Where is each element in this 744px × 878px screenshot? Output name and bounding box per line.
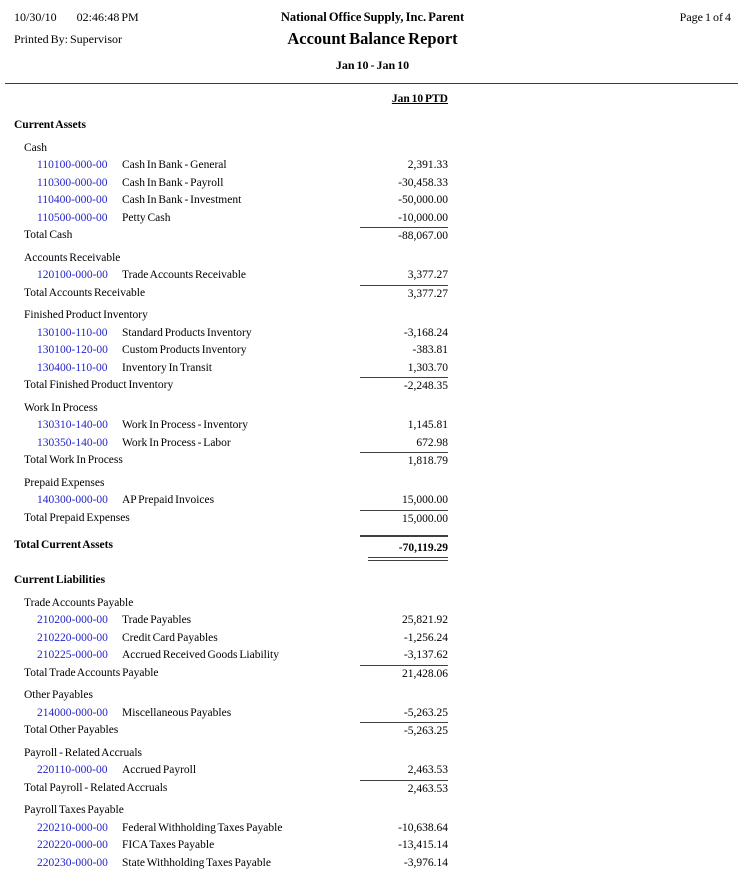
- account-amount: -10,638.64: [398, 821, 448, 834]
- account-name: Miscellaneous Payables: [122, 706, 232, 719]
- double-rule-lines: [368, 557, 448, 561]
- account-row: [14, 612, 731, 630]
- account-name: Petty Cash: [122, 211, 171, 224]
- account-number-link[interactable]: 130350-140-00: [37, 436, 108, 449]
- group-header-label: Cash: [24, 141, 47, 154]
- group-total-row: [14, 227, 731, 245]
- report-body: [14, 117, 731, 872]
- group-total-row: [14, 780, 731, 798]
- account-row: [14, 705, 731, 723]
- account-amount: 2,463.53: [407, 764, 448, 776]
- account-row: [14, 175, 731, 193]
- account-amount: 1,303.70: [407, 361, 448, 374]
- account-name: Inventory In Transit: [122, 361, 212, 374]
- group-total-row: [14, 285, 731, 303]
- column-header-row: [14, 93, 731, 109]
- account-name: AP Prepaid Invoices: [122, 494, 215, 506]
- group-total-row: [14, 452, 731, 470]
- account-row: [14, 267, 731, 285]
- account-amount: -30,458.33: [398, 176, 448, 189]
- group-total-label: Total Prepaid Expenses: [24, 511, 130, 524]
- account-row: [14, 820, 731, 838]
- group-header: [14, 802, 731, 820]
- group-total-amount: 1,818.79: [360, 452, 448, 471]
- account-amount: 3,377.27: [407, 269, 448, 281]
- account-name: Cash In Bank - Payroll: [122, 176, 224, 189]
- group-header-label: Work In Process: [24, 401, 98, 414]
- group-total-row: [14, 722, 731, 740]
- account-number-link[interactable]: 110500-000-00: [37, 211, 108, 224]
- header-center: [281, 10, 464, 48]
- account-number-link[interactable]: 210225-000-00: [37, 649, 108, 661]
- amount-column-header: Jan 10 PTD: [391, 93, 448, 105]
- account-row: [14, 325, 731, 343]
- report-header: [14, 10, 731, 48]
- account-number-link[interactable]: 110300-000-00: [37, 176, 108, 189]
- group-total-row: [14, 377, 731, 395]
- group-header-label: Prepaid Expenses: [24, 476, 105, 489]
- account-number-link[interactable]: 214000-000-00: [37, 706, 108, 719]
- group-header: [14, 400, 731, 418]
- account-name: Standard Products Inventory: [122, 326, 252, 339]
- group-header-label: Trade Accounts Payable: [24, 596, 134, 609]
- group-total-label: Total Work In Process: [24, 454, 123, 466]
- group-total-label: Total Other Payables: [24, 724, 119, 736]
- account-row: [14, 647, 731, 665]
- account-name: FICA Taxes Payable: [122, 839, 215, 851]
- page-number: Page 1 of 4: [679, 10, 731, 24]
- account-amount: -10,000.00: [398, 211, 448, 224]
- account-amount: -50,000.00: [398, 194, 448, 206]
- account-row: [14, 360, 731, 378]
- account-name: Federal Withholding Taxes Payable: [122, 821, 283, 834]
- grand-total-double-rule: [14, 555, 731, 564]
- grand-total-label: Total Current Assets: [14, 539, 113, 551]
- account-number-link[interactable]: 130100-110-00: [37, 326, 108, 339]
- group-total-row: [14, 665, 731, 683]
- account-number-link[interactable]: 140300-000-00: [37, 494, 108, 506]
- account-row: [14, 435, 731, 453]
- account-row: [14, 210, 731, 228]
- account-amount: -5,263.25: [403, 706, 448, 719]
- account-number-link[interactable]: 130100-120-00: [37, 344, 108, 356]
- section-header: [14, 572, 731, 590]
- group-total-amount: -88,067.00: [360, 227, 448, 246]
- group-total-label: Total Cash: [24, 229, 73, 241]
- group-total-amount: 21,428.06: [360, 665, 448, 684]
- account-row: [14, 157, 731, 175]
- account-number-link[interactable]: 210220-000-00: [37, 631, 108, 644]
- account-name: Custom Products Inventory: [122, 344, 247, 356]
- group-header: [14, 307, 731, 325]
- report-title: Account Balance Report: [287, 29, 458, 48]
- group-header-label: Payroll - Related Accruals: [24, 746, 143, 759]
- group-total-amount: 2,463.53: [360, 780, 448, 799]
- print-time: 02:46:48 PM: [76, 10, 139, 24]
- account-row: [14, 342, 731, 360]
- grand-total-amount: -70,119.29: [360, 535, 448, 558]
- account-amount: -3,137.62: [403, 649, 448, 661]
- account-number-link[interactable]: 110400-000-00: [37, 194, 108, 206]
- account-number-link[interactable]: 210200-000-00: [37, 614, 108, 626]
- group-header-label: Finished Product Inventory: [24, 309, 148, 321]
- group-total-label: Total Payroll - Related Accruals: [24, 781, 168, 794]
- account-name: State Withholding Taxes Payable: [122, 856, 271, 869]
- account-row: [14, 855, 731, 873]
- group-total-amount: 3,377.27: [360, 285, 448, 304]
- group-header-label: Accounts Receivable: [24, 251, 121, 264]
- account-number-link[interactable]: 220110-000-00: [37, 764, 108, 776]
- account-number-link[interactable]: 220210-000-00: [37, 821, 108, 834]
- group-total-amount: -5,263.25: [360, 722, 448, 741]
- account-amount: 2,391.33: [407, 159, 448, 171]
- report-period: Jan 10 - Jan 10: [335, 58, 410, 72]
- account-name: Trade Accounts Receivable: [122, 269, 247, 281]
- group-header: [14, 475, 731, 493]
- account-amount: 1,145.81: [407, 419, 448, 431]
- account-row: [14, 630, 731, 648]
- group-total-amount: 15,000.00: [360, 510, 448, 529]
- account-row: [14, 837, 731, 855]
- account-row: [14, 492, 731, 510]
- group-total-label: Total Trade Accounts Payable: [24, 666, 159, 679]
- group-total-amount: -2,248.35: [360, 377, 448, 396]
- group-header: [14, 745, 731, 763]
- account-row: [14, 762, 731, 780]
- section-header-label: Current Liabilities: [14, 574, 106, 586]
- company-name: National Office Supply, Inc. Parent: [280, 10, 465, 24]
- grand-total-row: [14, 535, 731, 555]
- group-total-row: [14, 510, 731, 528]
- group-total-label: Total Finished Product Inventory: [24, 379, 174, 391]
- account-number-link[interactable]: 220220-000-00: [37, 839, 108, 851]
- account-amount: -3,976.14: [403, 856, 448, 869]
- account-number-link[interactable]: 130400-110-00: [37, 361, 108, 374]
- group-header: [14, 140, 731, 158]
- group-header-label: Other Payables: [24, 689, 93, 701]
- group-header: [14, 250, 731, 268]
- account-name: Credit Card Payables: [122, 631, 218, 644]
- account-number-link[interactable]: 120100-000-00: [37, 269, 108, 281]
- account-number-link[interactable]: 110100-000-00: [37, 159, 108, 171]
- account-number-link[interactable]: 220230-000-00: [37, 856, 108, 869]
- header-divider: [5, 83, 738, 84]
- account-amount: -13,415.14: [398, 839, 448, 851]
- account-name: Work In Process - Inventory: [122, 419, 249, 431]
- section-header-label: Current Assets: [14, 119, 86, 131]
- account-amount: -1,256.24: [403, 631, 448, 644]
- section-header: [14, 117, 731, 135]
- account-amount: -3,168.24: [403, 326, 448, 339]
- account-name: Cash In Bank - General: [122, 159, 227, 171]
- date-time-line: [14, 10, 281, 24]
- account-name: Trade Payables: [122, 614, 192, 626]
- printed-by: Printed By: Supervisor: [14, 32, 122, 46]
- account-name: Accrued Received Goods Liability: [122, 649, 279, 661]
- group-total-label: Total Accounts Receivable: [24, 286, 146, 299]
- account-amount: 25,821.92: [402, 614, 448, 626]
- group-header-label: Payroll Taxes Payable: [24, 804, 124, 816]
- account-name: Work In Process - Labor: [122, 436, 231, 449]
- account-row: [14, 417, 731, 435]
- account-number-link[interactable]: 130310-140-00: [37, 419, 108, 431]
- account-name: Accrued Payroll: [122, 764, 197, 776]
- account-amount: 672.98: [416, 436, 448, 449]
- print-date: 10/30/10: [14, 10, 57, 24]
- account-amount: 15,000.00: [402, 494, 448, 506]
- group-header: [14, 687, 731, 705]
- group-header: [14, 595, 731, 613]
- account-row: [14, 192, 731, 210]
- header-left: [14, 10, 281, 46]
- account-amount: -383.81: [412, 344, 448, 356]
- account-name: Cash In Bank - Investment: [122, 194, 242, 206]
